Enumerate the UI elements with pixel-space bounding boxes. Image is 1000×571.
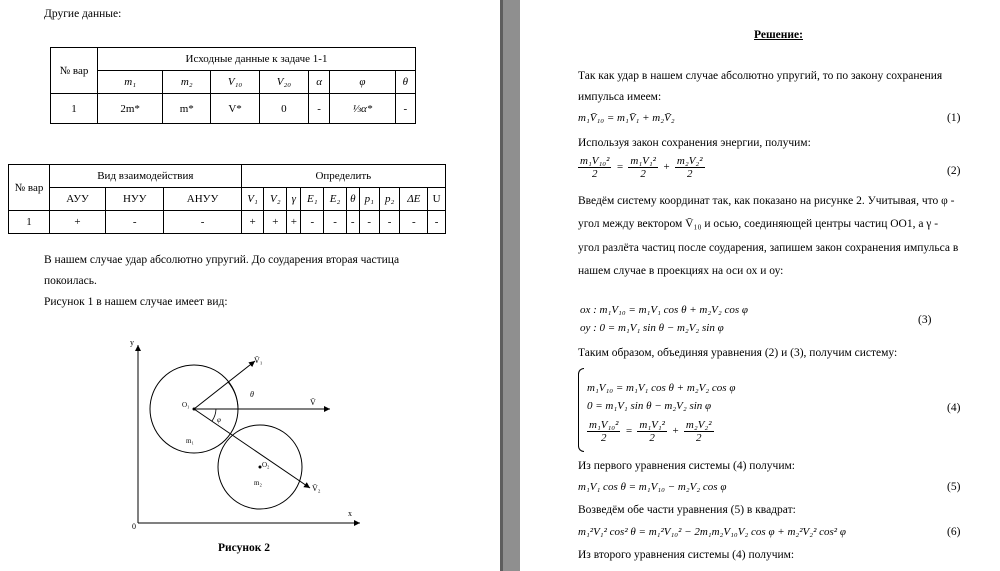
fraction: $\frac{\text{m₁V₁²}}{2}$ (630, 155, 656, 180)
table2-cell: - (400, 211, 428, 234)
y-axis-label: y (130, 338, 134, 347)
equation-2-number: (2) (947, 165, 961, 177)
table2-col-var: № вар (9, 165, 50, 211)
paragraph-line: Таким образом, объединяя уравнения (2) и (3), получим систему: (578, 347, 898, 359)
fraction: $\frac{\text{m₁V₁²}}{2}$ (639, 419, 665, 444)
x-axis-label: x (348, 509, 352, 518)
table1-header: m₂ (163, 71, 211, 94)
table1-cell: - (308, 94, 330, 124)
theta-arc (228, 382, 238, 409)
table1-cell: 1 (51, 94, 98, 124)
table2-cell: - (301, 211, 324, 234)
table2-header: p₂ (379, 188, 399, 211)
other-data-heading: Другие данные: (44, 8, 122, 20)
table2-cell: + (287, 211, 301, 234)
equation-5: m₁V₁ cos θ = m₁V₁₀ − m₂V₂ cos φ (578, 481, 727, 493)
table2-cell: 1 (9, 211, 50, 234)
paragraph-line: Из первого уравнения системы (4) получим: (578, 460, 795, 472)
page-divider (500, 0, 520, 571)
v1-vector (194, 361, 255, 409)
table1-cell: - (395, 94, 415, 124)
equation-1: m₁V̄₁₀ = m₁V̄₁ + m₂V̄₂ (578, 112, 675, 124)
table1-header: V₂₀ (259, 71, 308, 94)
phi-label: φ (217, 416, 221, 424)
collision-diagram (120, 333, 380, 535)
v2-vector (194, 409, 310, 488)
o1-point (193, 408, 196, 411)
o1-label: O₁ (182, 401, 190, 409)
table2-header: θ (346, 188, 359, 211)
theta-label: θ (250, 390, 254, 399)
table2-header: АНУУ (164, 188, 241, 211)
table2-cell: - (106, 211, 164, 234)
origin-label: 0 (132, 522, 136, 531)
solution-title: Решение: (754, 29, 803, 41)
table2-cell: + (50, 211, 106, 234)
paragraph-line: Введём систему координат так, как показано на рисунке 2. Учитывая, что φ - (578, 195, 955, 207)
equation-6-number: (6) (947, 526, 961, 538)
v1-label: V̄₁ (254, 356, 263, 365)
table1-cell: 0 (259, 94, 308, 124)
table2-cell: - (379, 211, 399, 234)
paragraph-line: покоилась. (44, 275, 97, 287)
table2-header: E₂ (324, 188, 347, 211)
table2-cell: - (164, 211, 241, 234)
table2-header: γ (287, 188, 301, 211)
table2-header: НУУ (106, 188, 164, 211)
table1-header: φ (330, 71, 395, 94)
table1-caption: Исходные данные к задаче 1-1 (98, 48, 416, 71)
v-label: V̄ (310, 398, 316, 407)
paragraph-line: нашем случае в проекциях на оси ох и оу: (578, 265, 784, 277)
paragraph-line: импульса имеем: (578, 91, 662, 103)
equation-1-number: (1) (947, 112, 961, 124)
paragraph-line: Из второго уравнения системы (4) получим: (578, 549, 795, 561)
table2-cell: - (324, 211, 347, 234)
table2-group-determine: Определить (241, 165, 445, 188)
right-page (520, 0, 1000, 571)
table1-header: α (308, 71, 330, 94)
fraction: $\frac{\text{m₂V₂²}}{2}$ (685, 419, 712, 444)
interaction-table (8, 164, 446, 234)
system-brace (578, 368, 584, 452)
paragraph-line: Так как удар в нашем случае абсолютно упругий, то по закону сохранения (578, 70, 943, 82)
m1-label: m₁ (186, 437, 194, 445)
paragraph-line: угол разлёта частиц после соударения, запишем закон сохранения импульса в (578, 242, 959, 254)
paragraph-line: Возведём обе части уравнения (5) в квадрат: (578, 504, 796, 516)
table1-cell: m* (163, 94, 211, 124)
paragraph-line: угол между вектором V̄₁₀ и осью, соединяющей центры частиц ОО1, а γ - (578, 218, 939, 230)
table2-header: АУУ (50, 188, 106, 211)
table2-cell: + (241, 211, 264, 234)
fraction: $\frac{\text{m₁V₁₀²}}{2}$ (589, 419, 619, 444)
m2-label: m₂ (254, 479, 262, 487)
table1-header: θ (395, 71, 415, 94)
equation-4a: m₁V₁₀ = m₁V₁ cos θ + m₂V₂ cos φ (587, 382, 736, 394)
equation-3b: oy : 0 = m₁V₁ sin θ − m₂V₂ sin φ (580, 322, 724, 334)
table2-header: V₁ (241, 188, 264, 211)
equation-3-number: (3) (918, 314, 932, 326)
table1-cell: V* (211, 94, 260, 124)
equation-2: $\frac{\text{m₁V₁₀²}}{2}$ = $\frac{\text{m₁V₁²}}{2}$ + $\frac{\text{m₂V₂²}}{2}$ (580, 155, 703, 180)
phi-arc (212, 409, 216, 421)
equation-4b: 0 = m₁V₁ sin θ − m₂V₂ sin φ (587, 400, 712, 412)
table2-cell: - (346, 211, 359, 234)
v2-label: V̄₂ (312, 484, 321, 493)
table1-header: V₁₀ (211, 71, 260, 94)
table2-header: p₁ (359, 188, 379, 211)
table1-col-var: № вар (51, 48, 98, 94)
paragraph-line: В нашем случае удар абсолютно упругий. До соударения вторая частица (44, 254, 400, 266)
table2-header: E₁ (301, 188, 324, 211)
table2-cell: - (428, 211, 446, 234)
figure-caption: Рисунок 2 (218, 542, 270, 554)
fraction: $\frac{\text{m₂V₂²}}{2}$ (676, 155, 703, 180)
table2-header: V₂ (264, 188, 287, 211)
source-data-table (50, 47, 416, 124)
table2-header: U (428, 188, 446, 211)
table1-header: m₁ (98, 71, 163, 94)
paragraph-line: Рисунок 1 в нашем случае имеет вид: (44, 296, 228, 308)
o2-label: O₂ (262, 461, 270, 469)
equation-4-number: (4) (947, 402, 961, 414)
paragraph-line: Используя закон сохранения энергии, получим: (578, 137, 811, 149)
equation-4c: $\frac{\text{m₁V₁₀²}}{2}$ = $\frac{\text{m₁V₁²}}{2}$ + $\frac{\text{m₂V₂²}}{2}$ (589, 419, 712, 444)
table2-header: ΔE (400, 188, 428, 211)
table1-cell: ⅓α* (330, 94, 395, 124)
table1-cell: 2m* (98, 94, 163, 124)
table2-group-interaction: Вид взаимодействия (50, 165, 242, 188)
table2-cell: - (359, 211, 379, 234)
fraction: $\frac{\text{m₁V₁₀²}}{2}$ (580, 155, 610, 180)
equation-6: m₁²V₁² cos² θ = m₁²V₁₀² − 2m₁m₂V₁₀V₂ cos φ + m₂²V₂² cos² φ (578, 526, 846, 538)
equation-5-number: (5) (947, 481, 961, 493)
equation-3a: ox : m₁V₁₀ = m₁V₁ cos θ + m₂V₂ cos φ (580, 304, 748, 316)
table2-cell: + (264, 211, 287, 234)
